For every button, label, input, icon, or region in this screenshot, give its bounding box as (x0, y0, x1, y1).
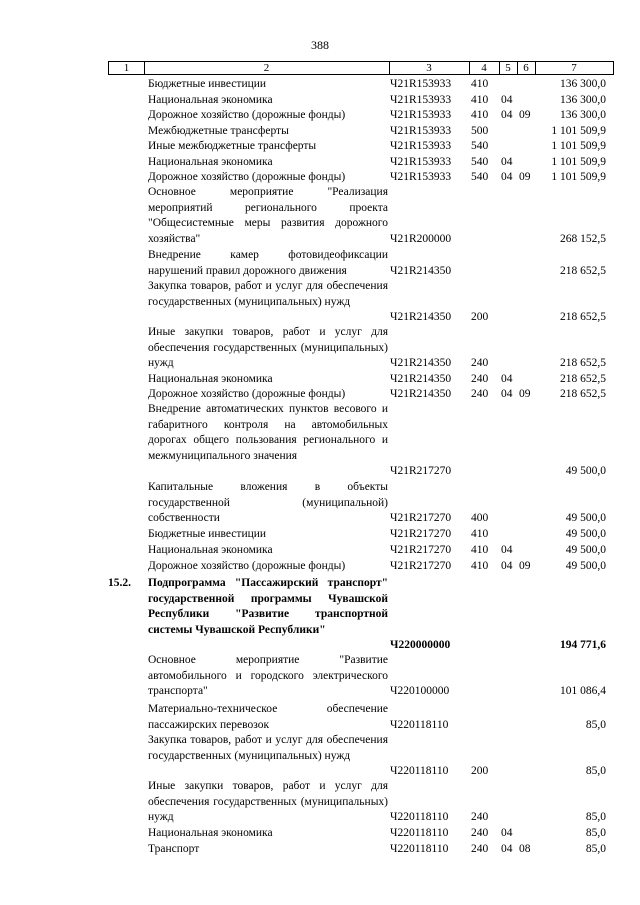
row-name: Бюджетные инвестиции (148, 78, 267, 90)
row-col4: 540 (471, 171, 489, 183)
row-code: Ч220118110 (390, 718, 449, 731)
row-sum: 218 652,5 (560, 373, 606, 385)
row-name: Национальная экономика (148, 827, 273, 839)
table-row (108, 325, 614, 372)
table-row (108, 124, 614, 140)
row-code: Ч21R214350 (390, 357, 452, 369)
row-col4: 200 (471, 765, 489, 777)
row-sum: 85,0 (585, 811, 606, 823)
row-code: Ч220000000 (390, 639, 451, 651)
column-header: 6 (523, 62, 529, 74)
table-row (108, 155, 614, 171)
row-name: Закупка товаров, работ и услуг для обеспечения государственных (муниципальных) нужд (148, 280, 388, 308)
row-code: Ч21R217270 (390, 465, 452, 477)
row-name: Бюджетные инвестиции (148, 528, 267, 540)
row-code: Ч21R214350 (390, 388, 452, 400)
table-row (108, 248, 614, 279)
row-code: Ч21R217270 (390, 560, 452, 572)
table-row (108, 108, 614, 124)
table-row (108, 779, 614, 826)
row-name: Основное мероприятие "Реализация мероприятий регионального проекта "Общесистемные меры развития дорожного хозяйства" (148, 186, 388, 245)
row-sum: 49 500,0 (565, 465, 606, 477)
row-col4: 410 (471, 109, 489, 121)
table-row (108, 93, 614, 109)
table-row (108, 733, 614, 780)
table-row (108, 702, 614, 733)
row-sum: 85,0 (585, 765, 606, 777)
table-row (108, 139, 614, 155)
row-col4: 410 (471, 78, 489, 90)
row-sum: 136 300,0 (560, 109, 606, 121)
row-name: Транспорт (148, 843, 200, 855)
row-col4: 200 (471, 311, 489, 323)
table-row (108, 576, 614, 654)
row-col4: 240 (471, 388, 489, 400)
row-col6: 09 (519, 171, 531, 183)
table-row (108, 480, 614, 527)
row-name: Внедрение камер фотовидеофиксации нарушений правил дорожного движения (148, 249, 388, 277)
row-sum: 218 652,5 (560, 388, 606, 400)
row-name: Внедрение автоматических пунктов весового и габаритного контроля на автомобильных дорогах общего пользования регионального и межмуниципального значения (148, 403, 388, 462)
row-col4: 240 (471, 357, 489, 369)
row-name: Национальная экономика (148, 94, 273, 106)
row-code: Ч21R153933 (390, 78, 452, 90)
table-row (108, 185, 614, 247)
row-name: Дорожное хозяйство (дорожные фонды) (148, 560, 346, 572)
row-name: Дорожное хозяйство (дорожные фонды) (148, 171, 346, 183)
table-row (108, 402, 614, 480)
row-code: Ч21R217270 (390, 528, 452, 540)
row-name: Национальная экономика (148, 544, 273, 556)
row-sum: 218 652,5 (560, 357, 606, 369)
row-code: Ч21R214350 (390, 373, 452, 385)
row-sum: 1 101 509,9 (551, 171, 606, 183)
row-number: 15.2. (108, 577, 131, 589)
row-col4: 410 (471, 544, 489, 556)
row-col4: 240 (471, 827, 489, 839)
row-code: Ч21R153933 (390, 109, 452, 121)
table-row (108, 372, 614, 388)
column-header: 2 (263, 62, 270, 74)
row-name: Национальная экономика (148, 156, 273, 168)
row-name: Иные закупки товаров, работ и услуг для обеспечения государственных (муниципальных) нужд (148, 326, 388, 369)
row-sum: 85,0 (585, 718, 606, 731)
row-code: Ч220118110 (390, 811, 449, 823)
row-code: Ч21R200000 (390, 232, 452, 245)
row-col5: 04 (501, 373, 513, 385)
row-col5: 04 (501, 560, 513, 572)
column-header: 7 (571, 62, 577, 74)
row-name: Национальная экономика (148, 373, 273, 385)
table-row (108, 842, 614, 858)
row-name: Материально-техническое обеспечение пассажирских перевозок (148, 703, 388, 731)
row-code: Ч21R153933 (390, 125, 452, 137)
row-col4: 540 (471, 140, 489, 152)
row-name: Иные межбюджетные трансферты (148, 140, 317, 152)
row-sum: 101 086,4 (560, 685, 606, 697)
row-code: Ч220118110 (390, 765, 449, 777)
table-row (108, 387, 614, 403)
table-row (108, 279, 614, 326)
row-col4: 240 (471, 373, 489, 385)
row-sum: 218 652,5 (560, 264, 606, 277)
row-sum: 218 652,5 (560, 311, 606, 323)
table-header (108, 61, 614, 75)
table-row (108, 543, 614, 559)
row-col4: 240 (471, 843, 489, 855)
row-sum: 49 500,0 (565, 528, 606, 540)
row-col5: 04 (501, 109, 513, 121)
row-sum: 136 300,0 (560, 94, 606, 106)
row-code: Ч21R153933 (390, 171, 452, 183)
row-code: Ч220118110 (390, 827, 449, 839)
row-name: Дорожное хозяйство (дорожные фонды) (148, 388, 346, 400)
table-row (108, 77, 614, 93)
row-col5: 04 (501, 544, 513, 556)
row-code: Ч21R214350 (390, 311, 452, 323)
row-sum: 1 101 509,9 (551, 156, 606, 168)
row-name: Подпрограмма "Пассажирский транспорт" государственной программы Чувашской Республики "Развитие транспортной системы Чувашской Республики" (148, 577, 388, 636)
row-col4: 410 (471, 94, 489, 106)
row-col5: 04 (501, 156, 513, 168)
row-col6: 08 (519, 843, 531, 855)
row-sum: 1 101 509,9 (551, 140, 606, 152)
table-row (108, 559, 614, 575)
row-sum: 136 300,0 (560, 78, 606, 90)
row-sum: 85,0 (585, 827, 606, 839)
row-col4: 240 (471, 811, 489, 823)
row-col6: 09 (519, 560, 531, 572)
row-col6: 09 (519, 109, 531, 121)
column-header: 1 (123, 62, 130, 74)
row-col5: 04 (501, 388, 513, 400)
row-col4: 540 (471, 156, 489, 168)
page-number: 388 (311, 38, 329, 52)
row-col4: 410 (471, 528, 489, 540)
row-sum: 49 500,0 (565, 544, 606, 556)
row-sum: 194 771,6 (560, 639, 606, 651)
row-col5: 04 (501, 94, 513, 106)
row-code: Ч21R217270 (390, 544, 452, 556)
row-sum: 49 500,0 (565, 560, 606, 572)
table-row (108, 653, 614, 700)
table-row (108, 826, 614, 842)
row-name: Закупка товаров, работ и услуг для обеспечения государственных (муниципальных) нужд (148, 734, 388, 762)
row-col4: 410 (471, 560, 489, 572)
row-code: Ч220118110 (390, 843, 449, 855)
row-col5: 04 (501, 827, 513, 839)
row-code: Ч21R217270 (390, 512, 452, 524)
row-sum: 85,0 (585, 843, 606, 855)
row-name: Межбюджетные трансферты (148, 125, 289, 137)
table-row (108, 170, 614, 186)
row-sum: 49 500,0 (565, 512, 606, 524)
row-col5: 04 (501, 843, 513, 855)
row-col4: 500 (471, 125, 489, 137)
row-code: Ч21R214350 (390, 264, 452, 277)
row-code: Ч220100000 (390, 685, 450, 697)
row-name: Дорожное хозяйство (дорожные фонды) (148, 109, 346, 121)
table-row (108, 527, 614, 543)
row-sum: 1 101 509,9 (551, 125, 606, 137)
row-sum: 268 152,5 (560, 232, 606, 245)
row-col5: 04 (501, 171, 513, 183)
row-code: Ч21R153933 (390, 140, 452, 152)
row-col6: 09 (519, 388, 531, 400)
column-header: 5 (505, 62, 511, 74)
row-name: Основное мероприятие "Развитие автомобильного и городского электрического транспорта" (148, 654, 388, 697)
row-col4: 400 (471, 512, 489, 524)
row-code: Ч21R153933 (390, 156, 452, 168)
row-name: Капитальные вложения в объекты государственной (муниципальной) собственности (148, 481, 388, 524)
row-name: Иные закупки товаров, работ и услуг для обеспечения государственных (муниципальных) нужд (148, 780, 388, 823)
column-header: 4 (481, 62, 487, 74)
row-code: Ч21R153933 (390, 94, 452, 106)
column-header: 3 (426, 62, 432, 74)
